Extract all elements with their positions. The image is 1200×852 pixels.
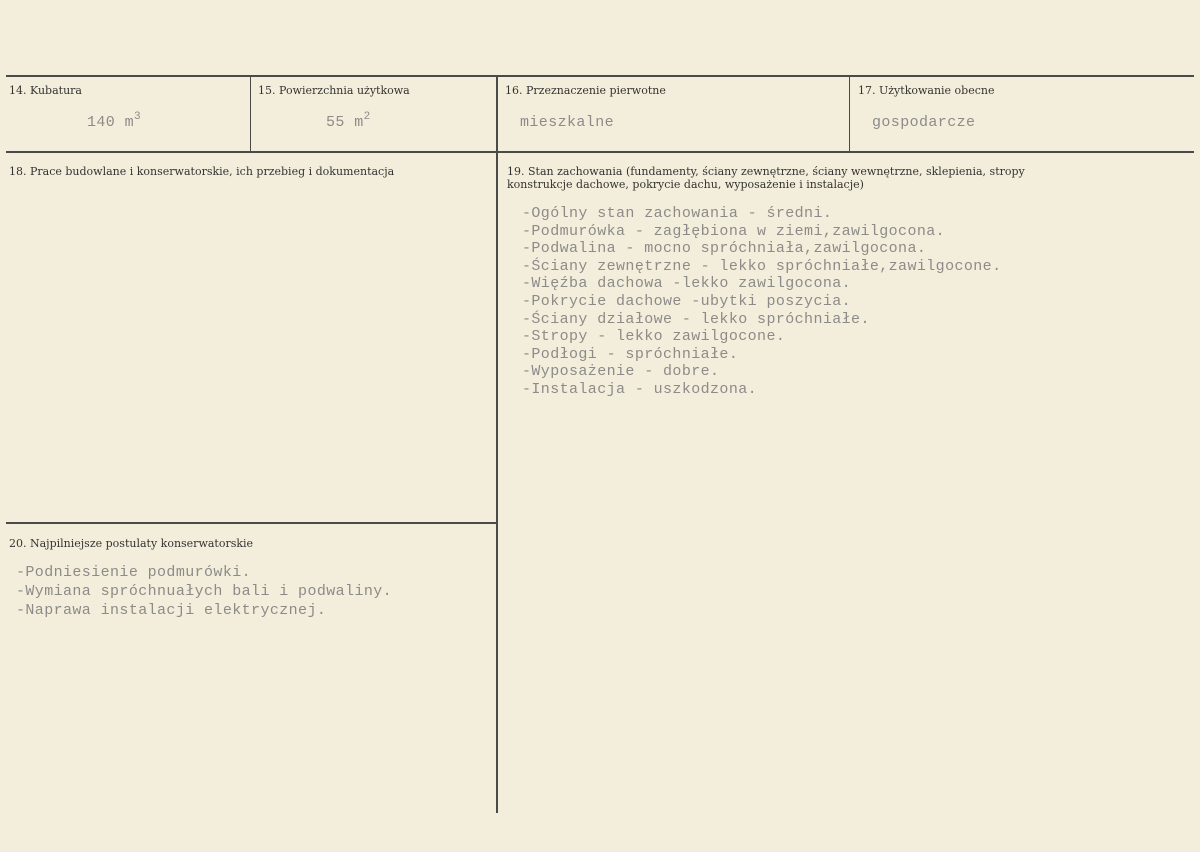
col-divider-2 <box>496 76 498 813</box>
powierzchnia-value <box>326 111 371 131</box>
prace-label: 18. Prace budowlane i konserwatorskie, ich przebieg i dokumentacja <box>9 165 395 178</box>
stan-list <box>522 205 1001 399</box>
list-item: -Ściany działowe - lekko spróchniałe. <box>522 310 870 328</box>
powierzchnia-number: 55 m <box>326 114 364 131</box>
top-rule <box>6 75 1194 77</box>
powierzchnia-label: 15. Powierzchnia użytkowa <box>258 84 410 97</box>
list-item: -Stropy - lekko zawilgocone. <box>522 328 786 346</box>
list-item: -Podłogi - spróchniałe. <box>522 345 739 363</box>
postulaty-label: 20. Najpilniejsze postulaty konserwatorskie <box>9 537 254 550</box>
list-item: -Instalacja - uszkodzona. <box>522 380 758 398</box>
mid-rule-left <box>6 522 496 524</box>
list-item: -Wyposażenie - dobre. <box>522 363 720 381</box>
postulaty-list <box>16 563 392 620</box>
list-item: -Wymiana spróchnuałych bali i podwaliny. <box>16 583 393 600</box>
row-rule <box>6 151 1194 153</box>
uzytkowanie-label: 17. Użytkowanie obecne <box>858 84 995 97</box>
stan-label: 19. Stan zachowania (fundamenty, ściany zewnętrzne, ściany wewnętrzne, sklepienia, stropy konstrukcje dachowe, pokrycie dachu, wyposażenie i instalacje) <box>507 165 1025 191</box>
list-item: -Podniesienie podmurówki. <box>16 564 252 581</box>
kubatura-label: 14. Kubatura <box>9 84 82 97</box>
powierzchnia-exponent: 2 <box>363 111 371 123</box>
col-divider-1 <box>250 76 251 152</box>
list-item: -Podmurówka - zagłębiona w ziemi,zawilgocona. <box>522 222 946 240</box>
przeznaczenie-value: mieszkalne <box>520 114 615 131</box>
col-divider-3 <box>849 76 850 152</box>
list-item: -Więźba dachowa -lekko zawilgocona. <box>522 275 852 293</box>
list-item: -Naprawa instalacji elektrycznej. <box>16 602 327 619</box>
kubatura-number: 140 m <box>87 114 135 131</box>
kubatura-value <box>87 111 142 131</box>
list-item: -Ogólny stan zachowania - średni. <box>522 205 833 222</box>
list-item: -Podwalina - mocno spróchniała,zawilgocona. <box>522 240 927 258</box>
list-item: -Pokrycie dachowe -ubytki poszycia. <box>522 292 852 310</box>
list-item: -Ściany zewnętrzne - lekko spróchniałe,zawilgocone. <box>522 257 1002 275</box>
przeznaczenie-label: 16. Przeznaczenie pierwotne <box>505 84 666 97</box>
uzytkowanie-value: gospodarcze <box>872 114 976 131</box>
kubatura-exponent: 3 <box>134 111 142 123</box>
